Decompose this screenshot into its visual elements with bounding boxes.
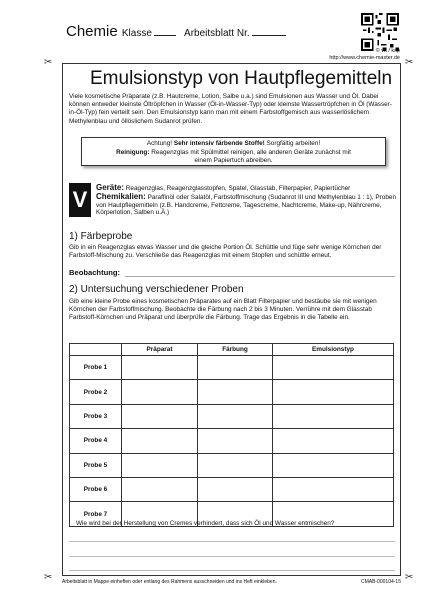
versuch-badge: V xyxy=(69,183,91,217)
observation-line[interactable] xyxy=(125,276,395,277)
table-row xyxy=(70,477,394,501)
coloring-cell[interactable] xyxy=(198,404,273,428)
preparation-cell[interactable] xyxy=(122,429,198,453)
coloring-cell[interactable] xyxy=(198,453,273,477)
class-blank xyxy=(154,35,176,36)
scissors-icon: ✂ xyxy=(405,572,414,583)
probe-label: Probe 2 xyxy=(70,380,122,404)
scissors-icon: ✂ xyxy=(44,57,53,68)
preparation-cell[interactable] xyxy=(122,404,198,428)
subject-label: Chemie xyxy=(66,23,118,40)
sheet-number-label: Arbeitsblatt Nr. xyxy=(184,28,250,39)
section-2-heading: 2) Untersuchung verschiedener Proben xyxy=(69,284,244,295)
warning-line-1: Achtung! Sehr intensiv färbende Stoffe! Sorgfältig arbeiten! xyxy=(146,140,321,147)
probe-label: Probe 7 xyxy=(70,502,122,526)
emulsion-type-cell[interactable] xyxy=(272,429,393,453)
section-2-text: Gib eine kleine Probe eines kosmetischen Präparates auf ein Blatt Filterpapier und bestäube sie mit wenigen Körnchen der Farbstoffmischung. Beobachte die Färbung nach 2 bis 3 Minuten. Verrühre mit dem Glasstab Farbstoff-Körnchen und Präparat und überprüfe die Färbung. Trage das Ergebnis in die Tabelle ein. xyxy=(69,298,377,321)
coloring-cell[interactable] xyxy=(198,380,273,404)
warning-line-3: einem Papiertuch abreiben. xyxy=(194,157,273,164)
coloring-cell[interactable] xyxy=(198,356,273,380)
intro-paragraph: Viele kosmetische Präparate (z.B. Hautcreme, Lotion, Salbe u.a.) sind Emulsionen aus Wasser und Öl. Dabei können entweder kleinste Öltröpfchen in Wasser (Öl-in-Wasser-Typ) oder kleinste Wassertröpfchen in Öl (Wasser-in-Öl-Typ) fein verteilt sein. Den Emulsionstyp kann man mit einem Farbstoffgemisch aus wasserlöslichem Methylenblau und öllöslichem Sudanrot prüfen. xyxy=(69,93,392,125)
footer-instruction: Arbeitsblatt in Mappe einheften oder entlang des Rahmens ausschneiden und ins Heft einkleben. xyxy=(62,579,277,585)
probe-label: Probe 6 xyxy=(70,477,122,501)
emulsion-type-cell[interactable] xyxy=(272,380,393,404)
sheet-number-blank xyxy=(252,35,286,36)
emulsion-type-cell[interactable] xyxy=(272,404,393,428)
copyright-text: © wt / ksp xyxy=(375,48,400,54)
answer-line[interactable] xyxy=(69,556,395,557)
equipment-list: Geräte: Reagenzglas, Reagenzglasstopfen, Spatel, Glasstab, Filterpapier, Papiertücher xyxy=(96,183,351,192)
qr-code-icon xyxy=(361,13,399,51)
sheet-header xyxy=(66,23,286,40)
coloring-cell[interactable] xyxy=(198,477,273,501)
chemicals-list: Chemikalien: Paraffinöl oder Salatöl, Farbstoffmischung (Sudanrot III und Methylenblau 1 : 1), Proben von Hautpflegemitteln (z.B. Handcreme, Fettcreme, Tagescreme, Nachtcreme, Make-up, Nährcreme, Körperlotion, Salben u.Ä.) xyxy=(96,191,397,217)
footer-code: CMAB-000104-15 xyxy=(360,579,401,585)
final-question: Wie wird bei der Herstellung von Cremes verhindert, dass sich Öl und Wasser entmischen? xyxy=(76,520,335,527)
preparation-cell[interactable] xyxy=(122,477,198,501)
table-row xyxy=(70,453,394,477)
table-header-preparation: Präparat xyxy=(122,344,198,356)
table-header-coloring: Färbung xyxy=(198,344,273,356)
page-title: Emulsionstyp von Hautpflegemitteln xyxy=(90,68,393,89)
table-row xyxy=(70,429,394,453)
preparation-cell[interactable] xyxy=(122,356,198,380)
probe-label: Probe 3 xyxy=(70,404,122,428)
materials-block xyxy=(96,184,396,217)
table-header-row xyxy=(70,344,394,356)
scissors-icon: ✂ xyxy=(405,57,414,68)
preparation-cell[interactable] xyxy=(122,380,198,404)
table-header-empty xyxy=(70,344,122,356)
section-1-heading: 1) Färbeprobe xyxy=(69,231,133,242)
probe-label: Probe 4 xyxy=(70,429,122,453)
warning-line-2: Reinigung: Reagenzglas mit Spülmittel reinigen, alle anderen Geräte zunächst mit xyxy=(116,148,351,156)
class-label: Klasse xyxy=(121,28,152,39)
warning-box xyxy=(81,137,386,166)
scissors-icon: ✂ xyxy=(44,572,53,583)
answer-line[interactable] xyxy=(69,541,395,542)
copyright-block xyxy=(329,48,400,62)
emulsion-type-cell[interactable] xyxy=(272,477,393,501)
table-row xyxy=(70,356,394,380)
probe-label: Probe 1 xyxy=(70,356,122,380)
section-1-text: Gib in ein Reagenzglas etwas Wasser und die gleiche Portion Öl. Schüttle und füge sehr wenige Körnchen der Farbstoff-Mischung zu. Verschließe das Reagenzglas mit einem Stopfen und schüttle erneut. xyxy=(69,244,382,259)
results-table xyxy=(69,343,394,527)
table-row xyxy=(70,404,394,428)
observation-label: Beobachtung: xyxy=(69,268,121,277)
preparation-cell[interactable] xyxy=(122,453,198,477)
emulsion-type-cell[interactable] xyxy=(272,453,393,477)
table-header-emulsion-type: Emulsionstyp xyxy=(272,344,393,356)
probe-label: Probe 5 xyxy=(70,453,122,477)
website-link[interactable]: http://www.chemie-master.de xyxy=(329,55,400,61)
footer xyxy=(62,579,401,585)
answer-line[interactable] xyxy=(69,570,395,571)
coloring-cell[interactable] xyxy=(198,429,273,453)
table-row xyxy=(70,380,394,404)
emulsion-type-cell[interactable] xyxy=(272,356,393,380)
